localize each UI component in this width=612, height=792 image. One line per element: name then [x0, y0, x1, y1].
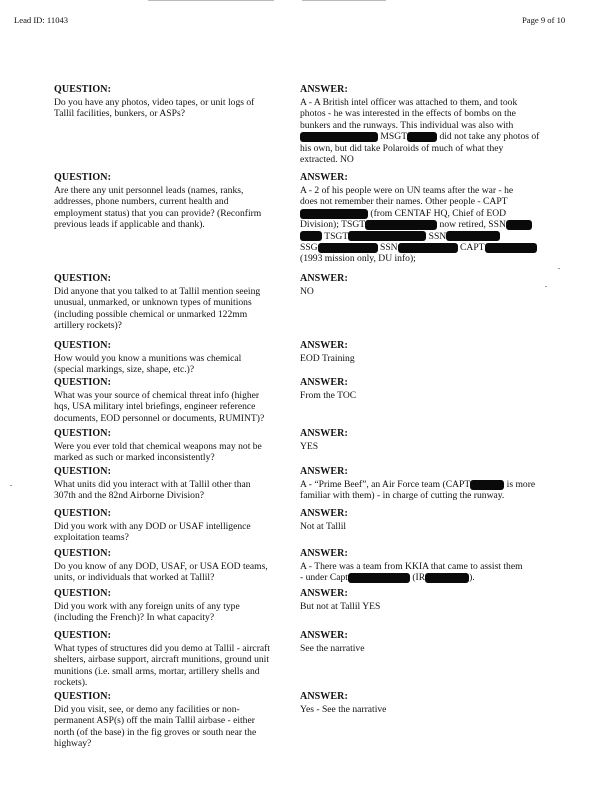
question-line: exploitation teams? — [54, 532, 129, 544]
answer-fragment: From the TOC — [300, 390, 357, 401]
question-label: QUESTION: — [54, 273, 112, 284]
answer-text — [300, 479, 568, 502]
answer-label: ANSWER: — [300, 377, 348, 388]
answer-line — [300, 231, 568, 242]
redaction-bar — [407, 132, 437, 142]
question-line: Do you have any photos, video tapes, or unit logs of — [54, 97, 255, 108]
page-number: Page 9 of 10 — [522, 15, 566, 25]
redaction-bar — [300, 132, 378, 142]
question-line: (including the French)? In what capacity? — [54, 612, 215, 624]
answer-label: ANSWER: — [300, 691, 348, 702]
answer-line — [300, 353, 568, 364]
answer-fragment: But not at Tallil YES — [300, 601, 381, 612]
redaction-bar — [300, 231, 322, 241]
question-line: 307th and the 82nd Airborne Division? — [54, 490, 205, 502]
question-label: QUESTION: — [54, 508, 112, 519]
answer-line — [300, 286, 568, 297]
question-text — [54, 601, 286, 624]
question-line: Did you work with any DOD or USAF intelligence — [54, 521, 251, 532]
question-line: north (of the base) in the fig groves or south near the — [54, 726, 257, 738]
answer-fragment: A - “Prime Beef”, an Air Force team (CAPT — [300, 479, 471, 490]
redaction-bar — [398, 243, 458, 253]
question-line: permanent ASP(s) off the main Tallil airbase - either — [54, 715, 255, 727]
question-text — [54, 185, 286, 231]
answer-fragment: YES — [300, 441, 319, 452]
question-label: QUESTION: — [54, 588, 112, 599]
question-line: Tallil facilities, bunkers, or ASPs? — [54, 108, 185, 120]
answer-line — [300, 108, 568, 119]
question-label: QUESTION: — [54, 691, 112, 702]
redaction-bar — [318, 243, 378, 253]
question-text — [54, 479, 286, 502]
question-line: rockets). — [54, 677, 88, 689]
question-label: QUESTION: — [54, 84, 112, 95]
answer-line — [300, 390, 568, 401]
question-text — [54, 353, 286, 376]
question-label: QUESTION: — [54, 340, 112, 351]
question-line: What units did you interact with at Tallil other than — [54, 479, 251, 490]
scan-edge-left — [148, 0, 274, 1]
answer-fragment: (IR — [409, 572, 426, 584]
question-line: addresses, phone numbers, current health and — [54, 196, 229, 208]
answer-label: ANSWER: — [300, 172, 348, 183]
question-line: shelters, airbase support, aircraft munitions, ground unit — [54, 654, 270, 666]
answer-fragment: SSN — [377, 241, 398, 253]
answer-text — [300, 353, 568, 364]
answer-fragment: A - A British intel officer was attached to them, and took — [300, 97, 518, 108]
answer-fragment: MSGT — [378, 131, 408, 143]
answer-line — [300, 196, 568, 207]
question-line: documents, EOD personnel or documents, RUMINT)? — [54, 412, 265, 424]
redaction-bar — [348, 231, 426, 241]
answer-fragment: A - 2 of his people were on UN teams after the war - he — [300, 185, 514, 196]
answer-fragment: ). — [469, 572, 475, 584]
answer-label: ANSWER: — [300, 508, 348, 519]
answer-label: ANSWER: — [300, 548, 348, 559]
redaction-bar — [348, 573, 410, 583]
answer-text — [300, 643, 568, 654]
question-line: munitions (i.e. small arms, mortar, artillery shells and — [54, 665, 260, 677]
answer-text — [300, 704, 568, 715]
answer-text — [300, 601, 568, 612]
question-line: Are there any unit personnel leads (names, ranks, — [54, 185, 244, 196]
question-line: hqs, USA military intel briefings, engineer reference — [54, 401, 256, 413]
answer-line — [300, 479, 568, 490]
question-label: QUESTION: — [54, 466, 112, 477]
answer-line — [300, 185, 568, 196]
redaction-bar — [485, 243, 537, 253]
answer-fragment: TSGT — [322, 230, 349, 242]
question-line: units, or individuals that worked at Tallil? — [54, 572, 215, 584]
answer-line — [300, 219, 568, 230]
answer-text — [300, 286, 568, 297]
question-line: Were you ever told that chemical weapons may not be — [54, 441, 262, 452]
answer-line — [300, 143, 568, 154]
question-line: What was your source of chemical threat info (higher — [54, 390, 260, 401]
question-line: Did you work with any foreign units of any type — [54, 601, 240, 612]
question-text — [54, 286, 286, 332]
question-line: marked as such or marked inconsistently? — [54, 452, 215, 464]
answer-line — [300, 97, 568, 108]
answer-line — [300, 643, 568, 654]
redaction-bar — [425, 573, 469, 583]
answer-fragment: his own, but did take Polaroids of much of what they — [300, 142, 504, 154]
answer-text — [300, 185, 568, 265]
answer-line — [300, 704, 568, 715]
question-text — [54, 561, 286, 584]
scan-speck — [558, 268, 560, 269]
redaction-bar — [470, 480, 504, 490]
question-text — [54, 521, 286, 544]
answer-line — [300, 490, 568, 501]
answer-text — [300, 561, 568, 584]
question-label: QUESTION: — [54, 428, 112, 439]
answer-line — [300, 521, 568, 532]
answer-line — [300, 253, 568, 264]
answer-fragment: SSG — [300, 241, 318, 253]
answer-label: ANSWER: — [300, 588, 348, 599]
question-line: previous leads if applicable and thank). — [54, 219, 205, 231]
answer-fragment: Division); TSGT — [300, 219, 366, 231]
answer-fragment: See the narrative — [300, 643, 365, 654]
question-text — [54, 390, 286, 424]
answer-fragment: EOD Training — [300, 353, 355, 364]
question-text — [54, 643, 286, 689]
answer-label: ANSWER: — [300, 84, 348, 95]
answer-line — [300, 572, 568, 583]
question-line: (including possible chemical or unmarked 122mm — [54, 308, 248, 320]
answer-label: ANSWER: — [300, 340, 348, 351]
question-text — [54, 704, 286, 750]
answer-label: ANSWER: — [300, 273, 348, 284]
question-line: Did anyone that you talked to at Tallil mention seeing — [54, 286, 261, 297]
question-line: Do you know of any DOD, USAF, or USA EOD teams, — [54, 561, 268, 572]
answer-fragment: A - There was a team from KKIA that came to assist them — [300, 561, 523, 572]
question-label: QUESTION: — [54, 630, 112, 641]
scan-edge-right — [302, 0, 386, 1]
answer-fragment: NO — [300, 286, 314, 297]
answer-fragment: Yes - See the narrative — [300, 704, 387, 715]
question-label: QUESTION: — [54, 377, 112, 388]
question-line: What types of structures did you demo at Tallil - aircraft — [54, 643, 271, 654]
answer-line — [300, 561, 568, 572]
answer-line — [300, 154, 568, 165]
answer-fragment: - under Capt — [300, 572, 348, 584]
question-label: QUESTION: — [54, 548, 112, 559]
question-line: highway? — [54, 738, 92, 750]
answer-text — [300, 390, 568, 401]
answer-fragment: (1993 mission only, DU info); — [300, 253, 416, 265]
answer-text — [300, 97, 568, 165]
question-text — [54, 97, 286, 120]
redaction-bar — [365, 220, 437, 230]
answer-fragment: is more — [504, 479, 536, 490]
answer-label: ANSWER: — [300, 428, 348, 439]
scan-speck — [545, 286, 547, 287]
scan-speck — [10, 485, 12, 486]
answer-fragment: SSN — [426, 230, 447, 242]
question-line: (special markings, size, shape, etc.)? — [54, 364, 195, 376]
answer-line — [300, 601, 568, 612]
answer-line — [300, 242, 568, 253]
answer-line — [300, 441, 568, 452]
answer-fragment: extracted. NO — [300, 153, 354, 165]
question-line: artillery rockets)? — [54, 320, 122, 332]
answer-fragment: photos - he was interested in the effects of bombs on the — [300, 108, 516, 120]
answer-fragment: Not at Tallil — [300, 521, 347, 532]
answer-line — [300, 131, 568, 142]
redaction-bar — [506, 220, 532, 230]
answer-fragment: (from CENTAF HQ, Chief of EOD — [368, 207, 507, 219]
answer-fragment: did not take any photos of — [437, 131, 540, 143]
answer-text — [300, 521, 568, 532]
question-line: Did you visit, see, or demo any facilities or non- — [54, 704, 240, 715]
answer-fragment: does not remember their names. Other people - CAPT — [300, 196, 508, 208]
answer-fragment: now retired, SSN — [437, 219, 506, 231]
answer-text — [300, 441, 568, 452]
answer-fragment: CAPT — [457, 241, 485, 253]
lead-id: Lead ID: 11043 — [14, 15, 69, 25]
question-text — [54, 441, 286, 464]
question-line: unusual, unmarked, or unknown types of munitions — [54, 297, 252, 309]
answer-label: ANSWER: — [300, 466, 348, 477]
answer-label: ANSWER: — [300, 630, 348, 641]
question-label: QUESTION: — [54, 172, 112, 183]
answer-line — [300, 208, 568, 219]
answer-fragment: bunkers and the runways. This individual was also with — [300, 119, 514, 131]
answer-line — [300, 120, 568, 131]
redaction-bar — [446, 231, 500, 241]
question-line: How would you know a munitions was chemical — [54, 353, 242, 364]
question-line: employment status) that you can provide? (Reconfirm — [54, 207, 262, 219]
answer-fragment: familiar with them) - in charge of cutting the runway. — [300, 490, 505, 502]
redaction-bar — [300, 209, 368, 219]
